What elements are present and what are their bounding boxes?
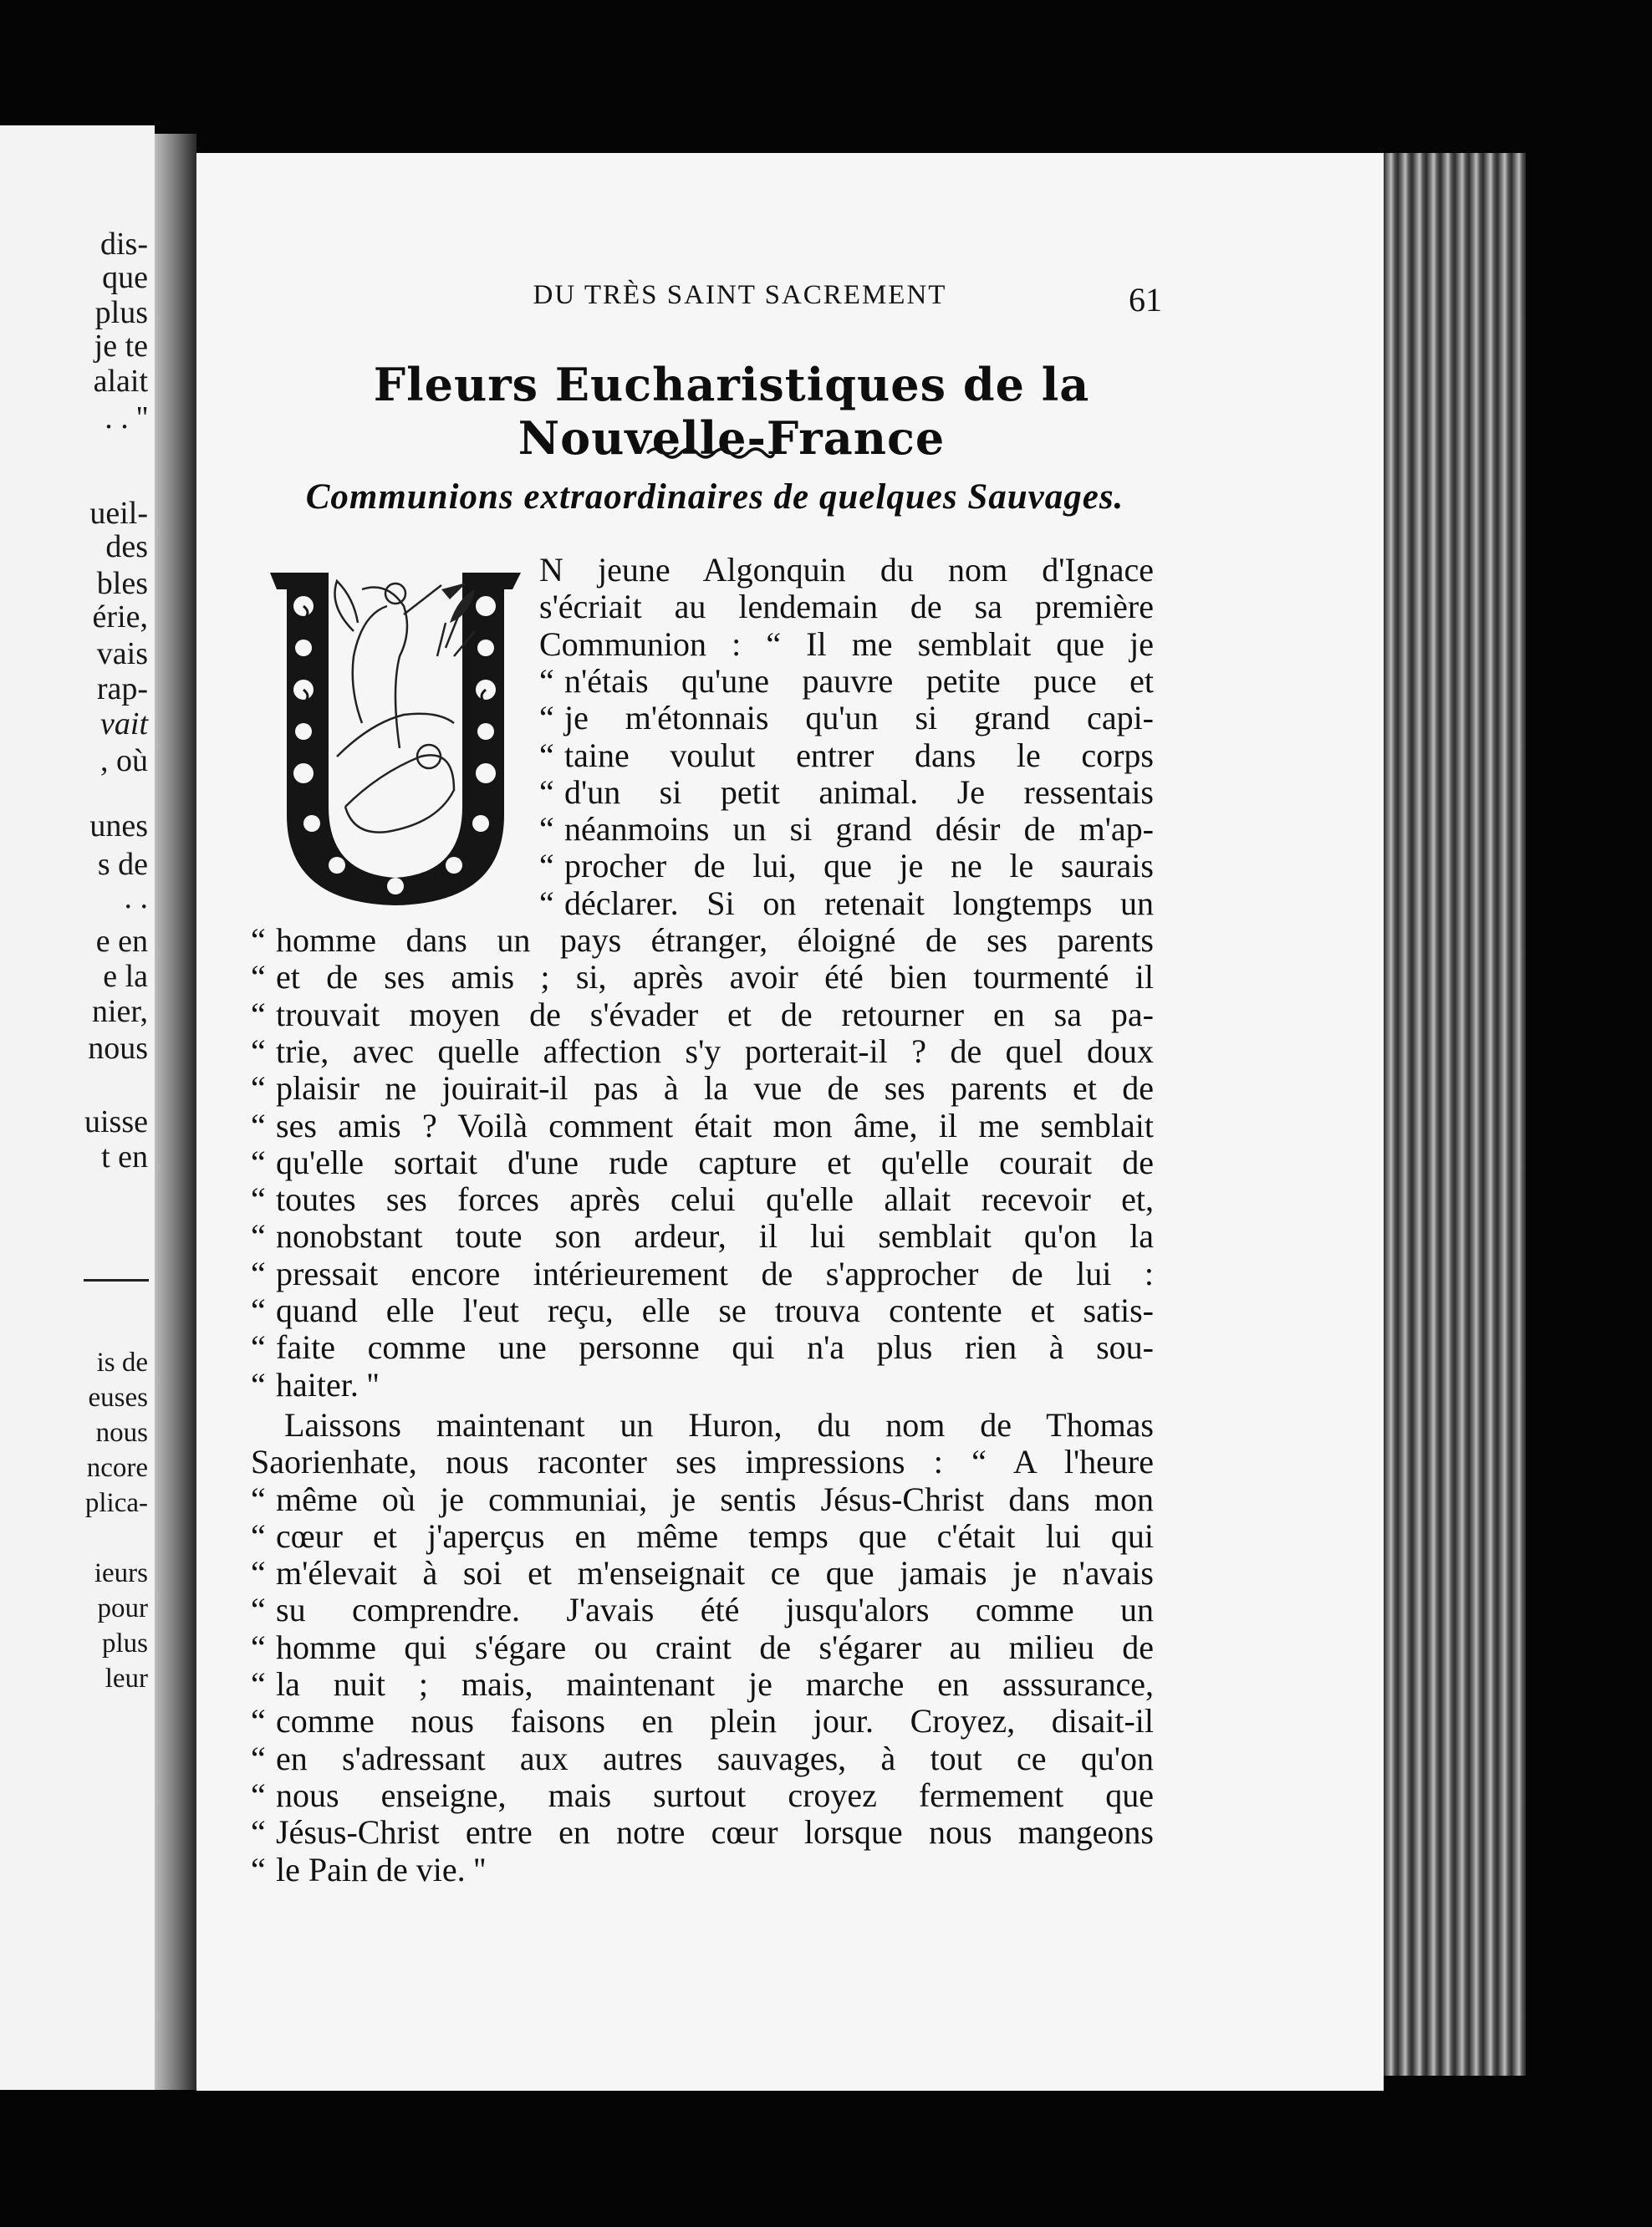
line-text: taine voulut entrer dans le corps: [564, 736, 1154, 774]
wavy-ornament-icon: [644, 441, 778, 460]
text-line: [251, 996, 1154, 1033]
line-text: le Pain de vie. '': [276, 1850, 487, 1888]
text-line: [539, 589, 1154, 625]
line-text: m'élevait à soi et m'enseignait ce que jamais je n'avais: [276, 1554, 1154, 1593]
line-text: nonobstant toute son ardeur, il lui semblait qu'on la: [276, 1217, 1154, 1256]
chapter-title: Fleurs Eucharistiques de la Nouvelle-France: [373, 358, 1090, 465]
line-text: homme qui s'égare ou craint de s'égarer au milieu de: [276, 1628, 1154, 1666]
quote-mark: “: [539, 884, 554, 922]
line-text: s'écriait au lendemain de sa première: [539, 588, 1154, 626]
quote-mark: “: [251, 1739, 266, 1777]
left-page-line: érie,: [92, 599, 148, 634]
angel-illustration-icon: [262, 556, 531, 911]
line-text: comme nous faisons en plein jour. Croyez, disait-il: [276, 1702, 1154, 1740]
left-page-line: alait: [93, 364, 148, 399]
line-text: déclarer. Si on retenait longtemps un: [564, 884, 1154, 922]
line-text: Communion : “ Il me semblait que je: [539, 624, 1154, 663]
left-page-small-line: plus: [101, 1628, 148, 1659]
text-line: [251, 1481, 1154, 1518]
text-line: [251, 1070, 1154, 1107]
left-page-rule: [84, 1279, 149, 1282]
left-page-line: que: [102, 260, 148, 295]
quote-mark: “: [539, 699, 554, 737]
line-text: su comprendre. J'avais été jusqu'alors comme un: [276, 1591, 1154, 1629]
text-line: [284, 1407, 1154, 1444]
line-text: qu'elle sortait d'une rude capture et qu'elle courait de: [276, 1143, 1154, 1181]
quote-mark: “: [251, 1665, 266, 1703]
left-page-line: . . '': [105, 400, 148, 436]
quote-mark: “: [251, 1217, 266, 1256]
text-line: [251, 1852, 1154, 1888]
quote-mark: “: [539, 736, 554, 774]
quote-mark: “: [251, 1702, 266, 1740]
left-page-small-line: plica-: [84, 1488, 148, 1518]
quote-mark: “: [251, 958, 266, 996]
line-text: N jeune Algonquin du nom d'Ignace: [539, 551, 1154, 589]
left-page-small-line: ncore: [86, 1453, 148, 1483]
text-line: [251, 1292, 1154, 1329]
quote-mark: “: [251, 1292, 266, 1329]
quote-mark: “: [251, 1850, 266, 1888]
text-line: [251, 1108, 1154, 1144]
left-page-line: plus: [94, 295, 148, 330]
quote-mark: “: [539, 772, 554, 811]
text-line: [539, 626, 1154, 663]
text-line: [251, 1033, 1154, 1070]
line-text: je m'étonnais qu'un si grand capi-: [564, 699, 1154, 737]
page-number: 61: [1129, 281, 1162, 319]
quote-mark: “: [539, 847, 554, 885]
quote-mark: “: [251, 1480, 266, 1518]
quote-mark: “: [251, 1516, 266, 1555]
line-text: pressait encore intérieurement de s'approcher de lui :: [276, 1254, 1154, 1292]
quote-mark: “: [251, 1254, 266, 1292]
quote-mark: “: [251, 1813, 266, 1852]
left-page-line: , où: [100, 743, 148, 778]
left-page-line: s de: [97, 847, 148, 882]
line-text: même où je communiai, je sentis Jésus-Christ dans mon: [276, 1480, 1154, 1518]
left-page-line: uisse: [84, 1104, 148, 1139]
left-page-line: je te: [94, 329, 148, 364]
line-text: néanmoins un si grand désir de m'ap-: [564, 810, 1154, 849]
text-line: [539, 552, 1154, 589]
left-page-line: nier,: [91, 994, 148, 1029]
text-line: [251, 1367, 1154, 1404]
text-line: [251, 922, 1154, 959]
left-page-small-line: pour: [97, 1593, 148, 1623]
text-line: [251, 1703, 1154, 1740]
line-text: en s'adressant aux autres sauvages, à tout ce qu'on: [276, 1739, 1154, 1777]
text-line: [251, 1777, 1154, 1814]
left-page-line: bles: [96, 566, 148, 601]
left-page-line: ueil-: [89, 496, 148, 531]
running-head: DU TRÈS SAINT SACREMENT: [533, 280, 947, 310]
quote-mark: “: [251, 1106, 266, 1144]
text-line: [251, 1814, 1154, 1851]
text-line: [251, 1329, 1154, 1366]
text-line: [251, 1629, 1154, 1666]
line-text: quand elle l'eut reçu, elle se trouva contente et satis-: [276, 1292, 1154, 1329]
line-text: la nuit ; mais, maintenant je marche en asssurance,: [276, 1665, 1154, 1703]
line-text: n'étais qu'une pauvre petite puce et: [564, 661, 1154, 700]
line-text: trie, avec quelle affection s'y porterait-il ? de quel doux: [276, 1032, 1154, 1070]
text-line: [251, 1218, 1154, 1255]
text-line: [251, 1444, 1154, 1480]
text-line: [539, 774, 1154, 811]
line-text: procher de lui, que je ne le saurais: [564, 847, 1154, 885]
text-line: [251, 959, 1154, 996]
line-text: et de ses amis ; si, après avoir été bien tourmenté il: [276, 958, 1154, 996]
line-text: cœur et j'aperçus en même temps que c'était lui qui: [276, 1516, 1154, 1555]
line-text: Saorienhate, nous raconter ses impressions : “ A l'heure: [251, 1443, 1154, 1481]
left-page-line: unes: [89, 808, 148, 843]
quote-mark: “: [251, 1180, 266, 1219]
quote-mark: “: [251, 1069, 266, 1108]
quote-mark: “: [251, 1591, 266, 1629]
line-text: toutes ses forces après celui qu'elle allait recevoir et,: [276, 1180, 1154, 1219]
left-page-line: t en: [101, 1139, 148, 1175]
quote-mark: “: [251, 1143, 266, 1181]
quote-mark: “: [251, 1554, 266, 1593]
text-line: [539, 737, 1154, 774]
left-page-line: rap-: [96, 671, 148, 706]
text-line: [539, 663, 1154, 700]
line-text: d'un si petit animal. Je ressentais: [564, 772, 1154, 811]
book-gutter: [155, 134, 196, 2090]
text-line: [251, 1592, 1154, 1628]
line-text: faite comme une personne qui n'a plus rien à sou-: [276, 1328, 1154, 1367]
line-text: haiter. '': [276, 1365, 380, 1404]
illuminated-drop-cap: [262, 556, 531, 911]
text-line: [539, 700, 1154, 736]
quote-mark: “: [251, 1032, 266, 1070]
quote-mark: “: [251, 995, 266, 1033]
left-page-line: e la: [103, 959, 148, 994]
line-text: Laissons maintenant un Huron, du nom de Thomas: [284, 1405, 1154, 1444]
quote-mark: “: [539, 810, 554, 849]
left-page-small-line: euses: [88, 1383, 148, 1413]
left-page-line: . .: [124, 880, 148, 915]
quote-mark: “: [251, 1628, 266, 1666]
line-text: Jésus-Christ entre en notre cœur lorsque nous mangeons: [276, 1813, 1154, 1852]
text-line: [251, 1256, 1154, 1292]
text-line: [251, 1518, 1154, 1555]
left-page-line: vait: [100, 706, 148, 741]
line-text: homme dans un pays étranger, éloigné de ses parents: [276, 921, 1154, 959]
left-page-line: nous: [88, 1031, 148, 1066]
left-page-line: des: [105, 529, 148, 564]
left-page: [0, 125, 155, 2090]
left-page-line: dis-: [100, 227, 148, 262]
quote-mark: “: [251, 1776, 266, 1814]
left-page-line: vais: [96, 636, 148, 671]
line-text: ses amis ? Voilà comment était mon âme, il me semblait: [276, 1106, 1154, 1144]
text-line: [251, 1666, 1154, 1703]
left-page-small-line: is de: [96, 1348, 148, 1378]
quote-mark: “: [539, 661, 554, 700]
text-line: [539, 811, 1154, 848]
text-line: [539, 885, 1154, 922]
left-page-small-line: ieurs: [94, 1558, 148, 1588]
section-subtitle: Communions extraordinaires de quelques Sauvages.: [305, 477, 1124, 517]
quote-mark: “: [251, 921, 266, 959]
text-line: [251, 1555, 1154, 1592]
quote-mark: “: [251, 1328, 266, 1367]
line-text: plaisir ne jouirait-il pas à la vue de ses parents et de: [276, 1069, 1154, 1108]
text-line: [251, 1740, 1154, 1777]
left-page-line: e en: [95, 924, 148, 959]
line-text: nous enseigne, mais surtout croyez fermement que: [276, 1776, 1154, 1814]
text-line: [539, 848, 1154, 884]
text-line: [251, 1181, 1154, 1218]
left-page-small-line: leur: [105, 1664, 148, 1694]
left-page-small-line: nous: [95, 1418, 148, 1448]
page-edges: [1384, 153, 1526, 2076]
quote-mark: “: [251, 1365, 266, 1404]
text-line: [251, 1144, 1154, 1181]
line-text: trouvait moyen de s'évader et de retourner en sa pa-: [276, 995, 1154, 1033]
